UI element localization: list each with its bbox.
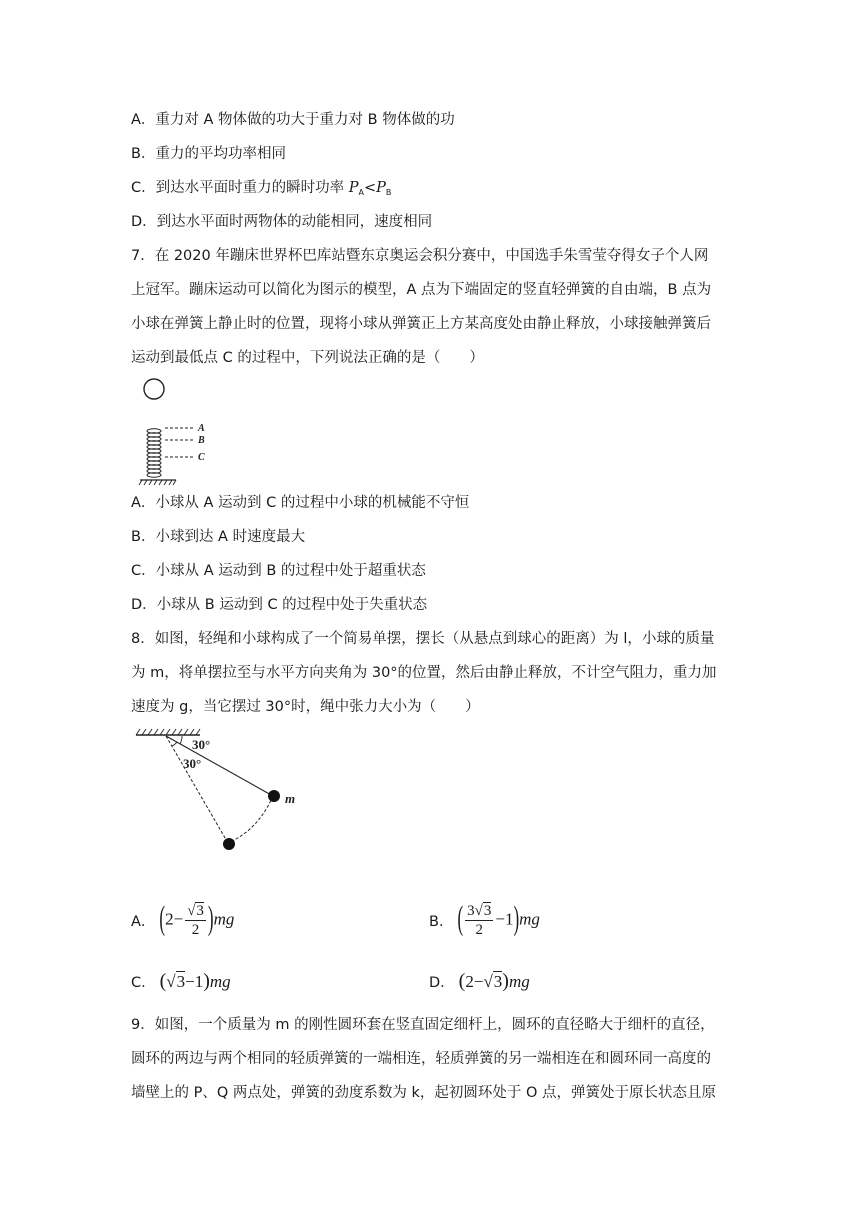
pendulum-bob-end (223, 838, 235, 850)
q7-stem-line-2: 上冠军。蹦床运动可以简化为图示的模型，A 点为下端固定的竖直轻弹簧的自由端，B 点为 (131, 282, 712, 298)
q6-option-c: C．到达水平面时重力的瞬时功率 $P_A<P_B$ (131, 180, 392, 197)
q8-stem-line-3: 速度为 g，当它摆过 30°时，绳中张力大小为（ ） (131, 699, 480, 715)
q7-option-b: B．小球到达 A 时速度最大 (131, 529, 306, 545)
q8-stem-line-1: 8．如图，轻绳和小球构成了一个简易单摆，摆长（从悬点到球心的距离）为 l，小球的质量 (131, 631, 715, 647)
label-b: B (198, 435, 205, 446)
q7-option-d: D．小球从 B 运动到 C 的过程中处于失重状态 (131, 597, 428, 613)
ceiling-hatch (136, 729, 200, 735)
dashed-string (166, 736, 228, 843)
q7-option-c: C．小球从 A 运动到 B 的过程中处于超重状态 (131, 563, 426, 579)
q9-stem-line-2: 圆环的两边与两个相同的轻质弹簧的一端相连，轻质弹簧的另一端相连在和圆环同一高度的 (131, 1051, 711, 1067)
q8-option-b: B． ( $\frac{3√3}{2}$ −1)mg (429, 899, 540, 938)
q6-option-a: A．重力对 A 物体做的功大于重力对 B 物体做的功 (131, 112, 455, 128)
ground-hatch (139, 480, 176, 485)
angle-arc-1 (180, 736, 182, 744)
swing-arc (228, 796, 273, 843)
label-a: A (198, 423, 205, 434)
angle-label-2: 30° (183, 756, 202, 771)
q6-option-c-text: C．到达水平面时重力的瞬时功率 (131, 180, 349, 196)
label-c: C (198, 452, 205, 463)
ball (144, 379, 164, 399)
q7-stem-line-1: 7．在 2020 年蹦床世界杯巴库站暨东京奥运会积分赛中，中国选手朱雪莹夺得女子个人网 (131, 248, 709, 264)
q6-option-b: B．重力的平均功率相同 (131, 146, 286, 162)
q8-pendulum-figure (130, 726, 310, 856)
q8-option-d: D． (2−√3)mg (429, 970, 530, 992)
q8-option-a: A． (2− $\frac{√3}{2}$ )mg (131, 899, 235, 938)
q9-stem-line-1: 9．如图，一个质量为 m 的刚性圆环套在竖直固定细杆上，圆环的直径略大于细杆的直径， (131, 1017, 715, 1033)
q8-stem-line-2: 为 m，将单摆拉至与水平方向夹角为 30°的位置，然后由静止释放，不计空气阻力，重力加 (131, 665, 717, 681)
q7-option-a: A．小球从 A 运动到 C 的过程中小球的机械能不守恒 (131, 495, 470, 511)
q6-option-d: D．到达水平面时两物体的动能相同，速度相同 (131, 214, 433, 230)
q7-stem-line-3: 小球在弹簧上静止时的位置，现将小球从弹簧正上方某高度处由静止释放，小球接触弹簧后 (131, 316, 711, 332)
angle-label-1: 30° (192, 737, 211, 752)
pendulum-bob-start (268, 790, 280, 802)
mass-label: m (285, 791, 296, 806)
q9-stem-line-3: 墙壁上的 P、Q 两点处，弹簧的劲度系数为 k，起初圆环处于 O 点，弹簧处于原长状态且原 (131, 1085, 717, 1101)
q8-option-c: C． (√3−1)mg (131, 970, 231, 992)
q7-stem-line-4: 运动到最低点 C 的过程中，下列说法正确的是（ ） (131, 350, 484, 366)
angle-arc-2 (172, 742, 177, 746)
q7-spring-figure (138, 376, 228, 488)
spring (147, 429, 161, 477)
